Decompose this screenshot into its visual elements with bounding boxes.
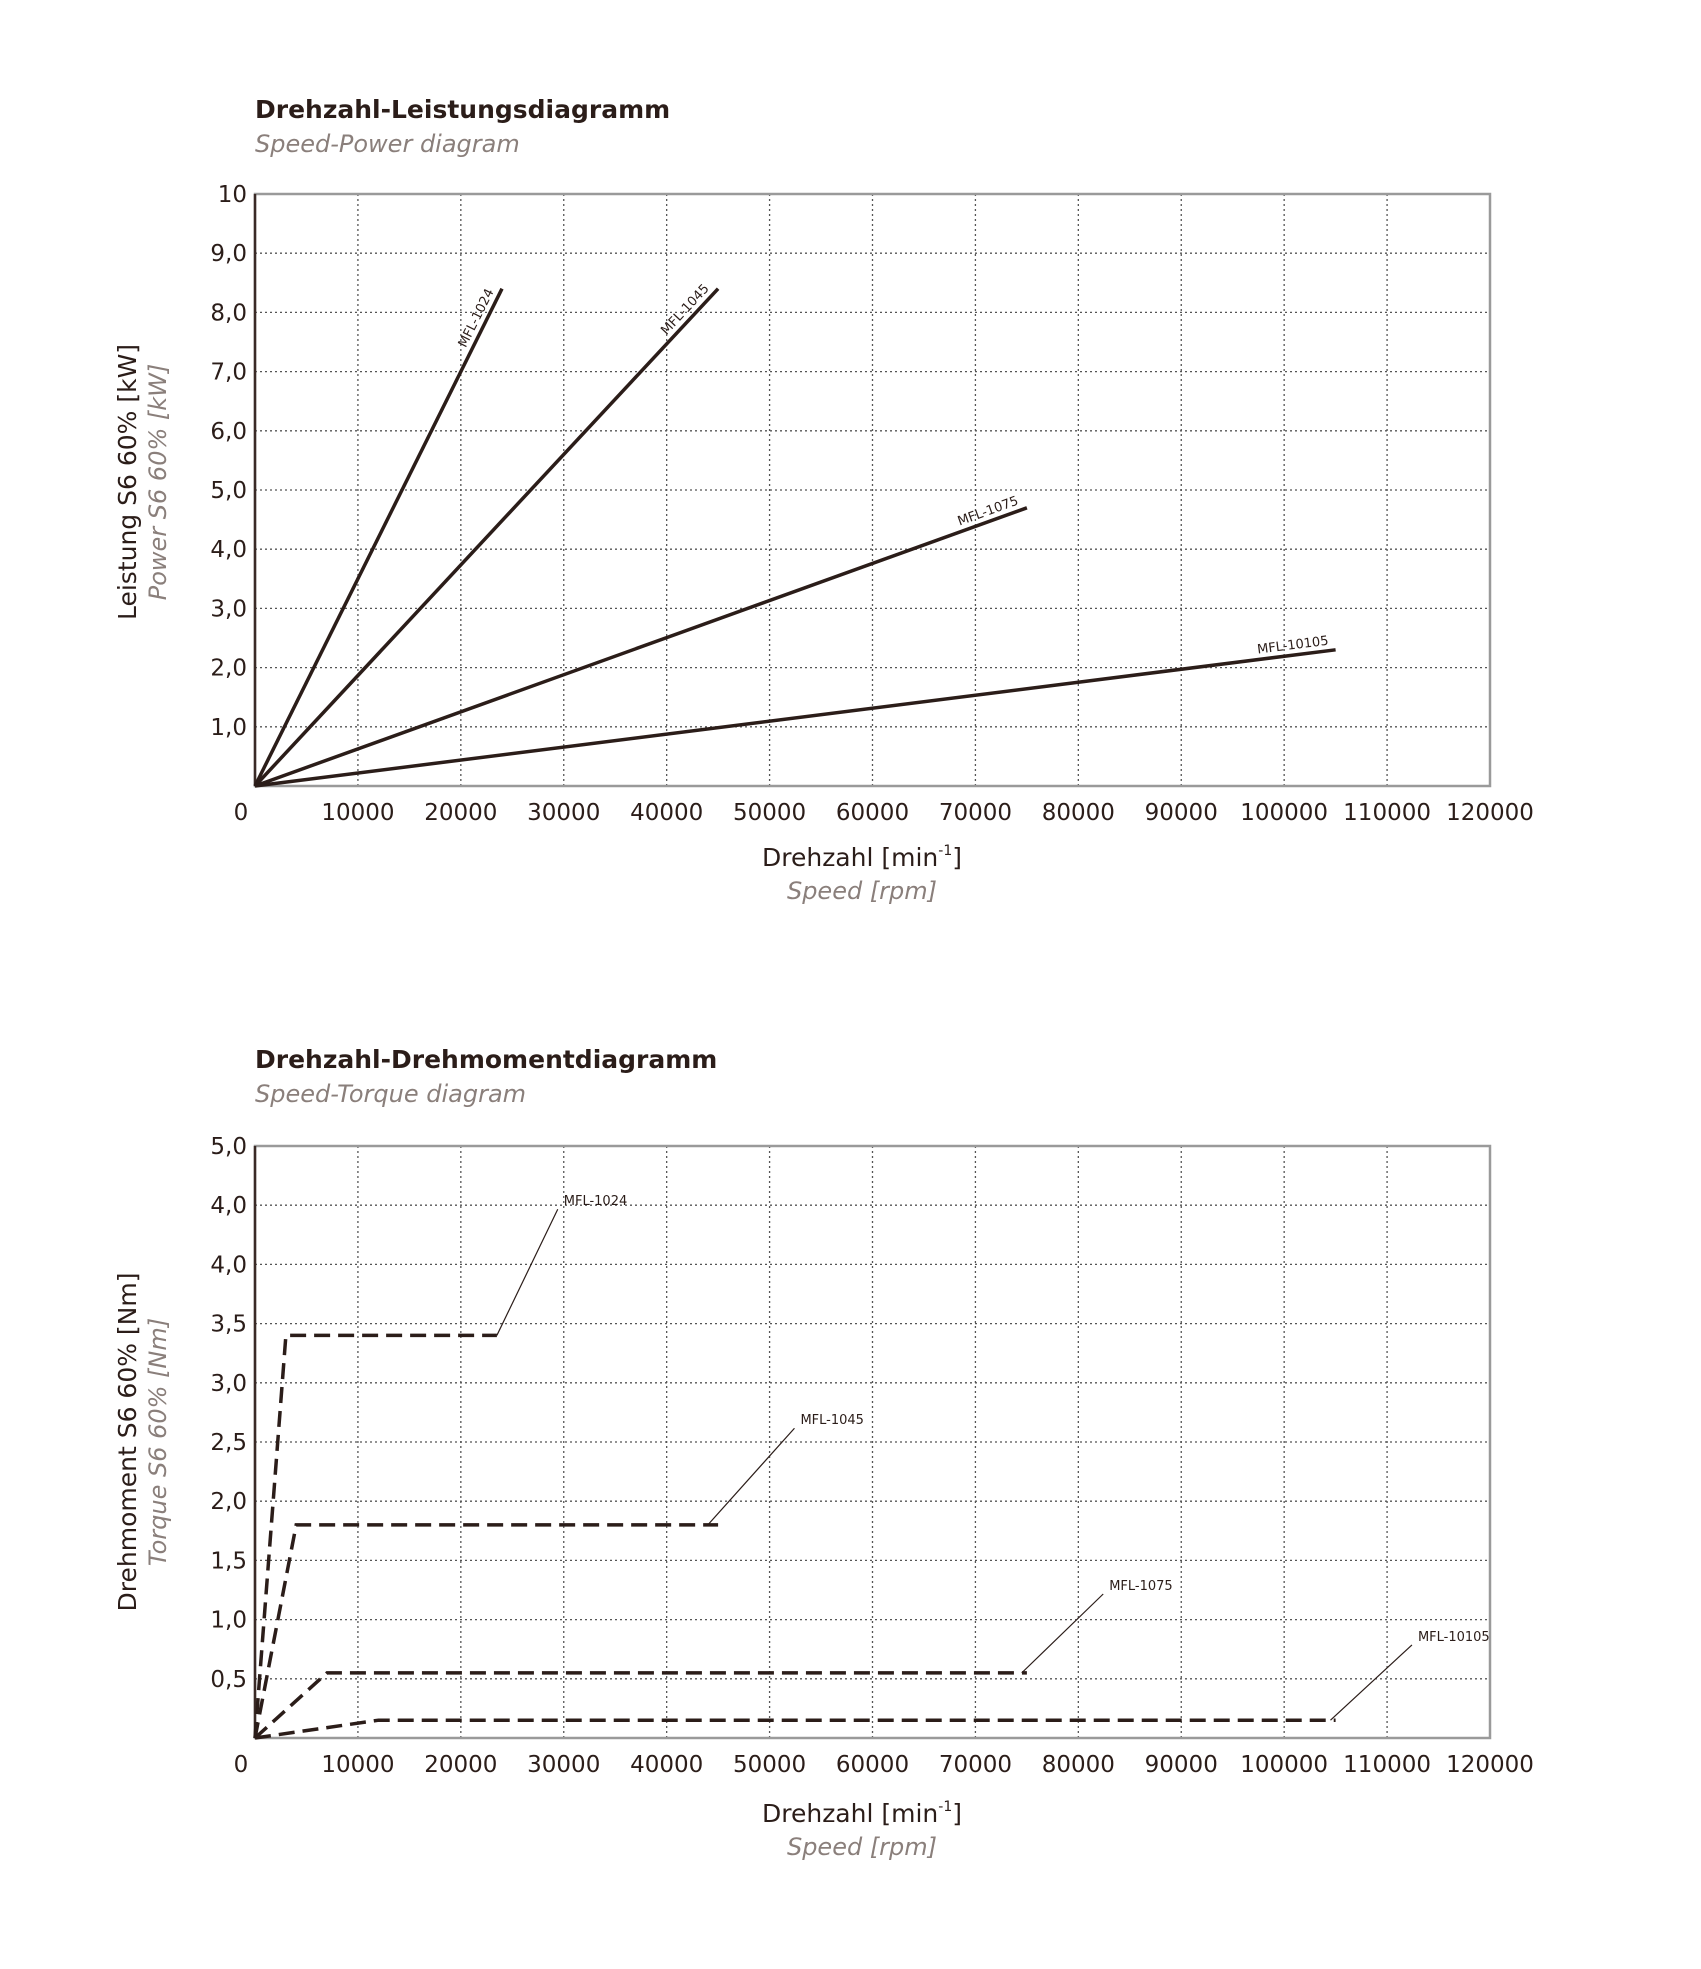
torque-leader-mfl-1024 [497,1209,558,1335]
power-y-tick-label: 3,0 [210,596,247,623]
speed-torque-title: Drehzahl-Drehmomentdiagramm [255,1045,718,1074]
power-x-tick-label: 120000 [1446,800,1534,826]
power-x-tick-label: 10000 [321,800,395,826]
power-series-label-mfl-1045: MFL-1045 [658,281,713,339]
speed-power-subtitle: Speed-Power diagram [255,130,520,158]
torque-x-tick-label: 70000 [938,1752,1013,1778]
speed-power-x-axis-label-en: Speed [rpm] [786,877,938,905]
power-series-mfl-1045 [255,286,718,786]
torque-x-tick-label: 0 [233,1752,249,1778]
power-x-tick-label: 50000 [732,800,807,826]
power-x-tick-label: 90000 [1144,800,1218,826]
torque-y-tick-label: 0,5 [210,1666,247,1693]
torque-y-tick-label: 1,5 [210,1548,247,1575]
power-series-label-mfl-1024: MFL-1024 [455,286,498,351]
speed-torque-subtitle: Speed-Torque diagram [255,1080,527,1108]
torque-y-tick-label: 3,0 [210,1370,247,1397]
speed-torque-chart [113,1045,1534,1861]
power-x-tick-label: 40000 [630,800,704,826]
speed-torque-x-axis-label-en: Speed [rpm] [786,1833,938,1861]
torque-leader-mfl-10105 [1330,1645,1411,1720]
power-y-tick-label: 10 [217,182,247,208]
torque-x-tick-label: 90000 [1144,1752,1218,1778]
torque-x-tick-label: 110000 [1343,1752,1431,1778]
torque-y-tick-label: 1,0 [210,1607,247,1634]
torque-y-tick-label: 2,5 [210,1430,247,1456]
torque-x-tick-label: 30000 [527,1752,601,1778]
speed-torque-x-axis-label: Drehzahl $[\min^{-1}]$ [761,1799,963,1828]
torque-x-tick-label: 60000 [835,1752,910,1778]
power-x-tick-label: 80000 [1041,800,1115,826]
power-y-tick-label: 8,0 [210,300,247,327]
power-series-label-mfl-10105: MFL-10105 [1256,633,1330,658]
power-y-tick-label: 4,0 [210,537,247,564]
torque-series-label-mfl-1024: MFL-1024 [563,1194,628,1210]
power-y-tick-label: 1,0 [210,714,247,741]
power-y-tick-label: 7,0 [210,359,247,386]
torque-series-mfl-1075 [255,1673,1027,1738]
torque-x-tick-label: 10000 [321,1752,395,1778]
torque-y-tick-label: 4,0 [210,1193,247,1220]
speed-power-series [255,281,1336,786]
speed-power-x-axis-label: Drehzahl $[\min^{-1}]$ [761,843,963,872]
torque-leader-mfl-1075 [1022,1594,1103,1673]
torque-series-label-mfl-10105: MFL-10105 [1417,1629,1490,1645]
power-x-tick-label: 110000 [1343,800,1431,826]
power-y-tick-label: 6,0 [210,418,247,445]
torque-y-tick-label: 2,0 [210,1489,247,1516]
power-x-tick-label: 70000 [938,800,1013,826]
speed-torque-y-axis-label: Drehmoment S6 60% [Nm] [113,1272,142,1612]
speed-power-y-axis-label: Leistung S6 60% [kW] [113,343,142,621]
torque-y-tick-label: 3,5 [210,1311,247,1338]
power-x-tick-label: 20000 [424,800,498,826]
power-x-tick-label: 30000 [527,800,601,826]
speed-power-chart [113,95,1534,905]
speed-power-title: Drehzahl-Leistungsdiagramm [255,95,671,124]
power-x-tick-label: 60000 [835,800,910,826]
speed-power-grid [255,194,1490,786]
torque-x-tick-label: 100000 [1240,1752,1329,1778]
torque-series-label-mfl-1045: MFL-1045 [800,1413,864,1429]
speed-power-y-axis-label-en: Power S6 60% [kW] [144,363,172,601]
torque-x-tick-label: 120000 [1446,1752,1534,1778]
torque-x-tick-label: 50000 [732,1752,807,1778]
power-series-mfl-10105 [255,650,1336,786]
torque-y-tick-label: 4,0 [210,1252,247,1279]
torque-series-mfl-10105 [255,1720,1336,1738]
torque-y-tick-label: 5,0 [210,1134,247,1160]
speed-torque-grid [255,1146,1490,1738]
torque-series-label-mfl-1075: MFL-1075 [1109,1579,1173,1594]
torque-x-tick-label: 80000 [1041,1752,1115,1778]
torque-x-tick-label: 40000 [630,1752,704,1778]
power-y-tick-label: 9,0 [210,241,247,268]
power-y-tick-label: 2,0 [210,655,247,682]
torque-leader-mfl-1045 [708,1428,795,1525]
power-x-tick-label: 100000 [1240,800,1329,826]
power-x-tick-label: 0 [233,800,249,826]
torque-series-mfl-1045 [255,1525,718,1738]
speed-torque-y-axis-label-en: Torque S6 60% [Nm] [144,1317,172,1567]
power-series-label-mfl-1075: MFL-1075 [955,493,1021,530]
torque-x-tick-label: 20000 [424,1752,498,1778]
power-y-tick-label: 5,0 [210,478,247,504]
